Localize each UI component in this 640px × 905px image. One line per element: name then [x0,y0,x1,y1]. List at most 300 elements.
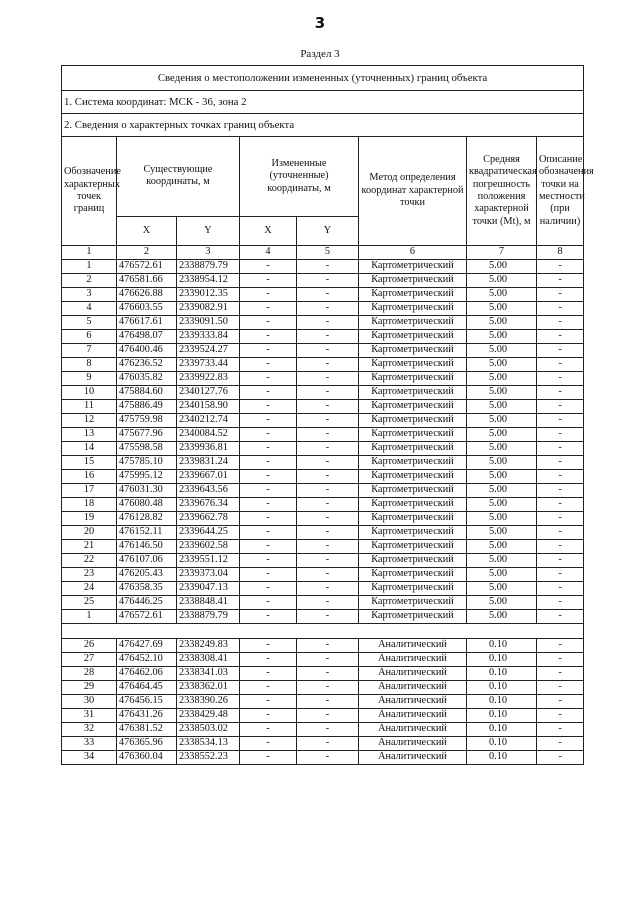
cell-existing-x: 476365.96 [117,737,177,751]
cell-point-id: 28 [62,667,117,681]
table-row [62,737,584,751]
cell-description: - [537,695,584,709]
cell-point-id: 29 [62,681,117,695]
cell-changed-x: - [240,344,297,358]
table-row [62,540,584,554]
cell-point-id: 22 [62,554,117,568]
cell-existing-x: 476205.43 [117,568,177,582]
cell-description: - [537,358,584,372]
cell-changed-y: - [297,639,359,653]
header-accuracy: Средняя квадратическая погрешность положения характерной точки (Mt), м [467,137,537,246]
cell-existing-x: 476572.61 [117,260,177,274]
boundary-points-table [61,65,594,765]
cell-accuracy: 5.00 [467,470,537,484]
cell-changed-x: - [240,316,297,330]
cell-changed-x: - [240,442,297,456]
cell-changed-x: - [240,498,297,512]
cell-existing-y: 2339667.01 [177,470,240,484]
cell-description: - [537,288,584,302]
cell-changed-y: - [297,484,359,498]
cell-point-id: 4 [62,302,117,316]
cell-existing-y: 2339602.58 [177,540,240,554]
cell-existing-x: 476603.55 [117,302,177,316]
cell-changed-y: - [297,596,359,610]
cell-description: - [537,526,584,540]
cell-changed-x: - [240,639,297,653]
cell-method: Картометрический [359,498,467,512]
cell-accuracy: 5.00 [467,526,537,540]
cell-changed-x: - [240,372,297,386]
cell-existing-y: 2339047.13 [177,582,240,596]
cell-existing-y: 2338429.48 [177,709,240,723]
cell-existing-x: 476035.82 [117,372,177,386]
cell-existing-y: 2338848.41 [177,596,240,610]
cell-changed-x: - [240,582,297,596]
cell-method: Картометрический [359,386,467,400]
table-row [62,596,584,610]
cell-changed-y: - [297,288,359,302]
cell-existing-y: 2339091.50 [177,316,240,330]
cell-accuracy: 0.10 [467,639,537,653]
cell-description: - [537,330,584,344]
table-row [62,372,584,386]
cell-existing-y: 2338534.13 [177,737,240,751]
cell-existing-y: 2339733.44 [177,358,240,372]
cell-description: - [537,484,584,498]
cell-accuracy: 5.00 [467,400,537,414]
cell-description: - [537,596,584,610]
cell-description: - [537,400,584,414]
cell-accuracy: 0.10 [467,751,537,765]
cell-accuracy: 5.00 [467,288,537,302]
cell-existing-y: 2339922.83 [177,372,240,386]
points-heading: 2. Сведения о характерных точках границ объекта [62,114,584,137]
cell-existing-x: 476446.25 [117,596,177,610]
table-row [62,400,584,414]
cell-accuracy: 5.00 [467,358,537,372]
cell-description: - [537,428,584,442]
cell-accuracy: 5.00 [467,484,537,498]
cell-changed-x: - [240,456,297,470]
cell-changed-x: - [240,751,297,765]
cell-description: - [537,372,584,386]
cell-changed-x: - [240,400,297,414]
cell-description: - [537,344,584,358]
cell-changed-y: - [297,260,359,274]
cell-existing-y: 2338879.79 [177,610,240,624]
cell-changed-x: - [240,554,297,568]
cell-existing-y: 2339373.04 [177,568,240,582]
cell-accuracy: 5.00 [467,498,537,512]
cell-point-id: 14 [62,442,117,456]
cell-changed-x: - [240,260,297,274]
cell-existing-x: 475785.10 [117,456,177,470]
cell-changed-y: - [297,737,359,751]
column-number: 8 [537,246,584,260]
cell-point-id: 19 [62,512,117,526]
cell-changed-y: - [297,400,359,414]
cell-method: Картометрический [359,470,467,484]
cell-changed-y: - [297,667,359,681]
cell-existing-x: 476236.52 [117,358,177,372]
cell-existing-x: 476358.35 [117,582,177,596]
cell-accuracy: 5.00 [467,512,537,526]
cell-changed-y: - [297,709,359,723]
cell-accuracy: 5.00 [467,610,537,624]
cell-existing-x: 476617.61 [117,316,177,330]
cell-accuracy: 5.00 [467,316,537,330]
cell-point-id: 30 [62,695,117,709]
cell-existing-y: 2339676.34 [177,498,240,512]
table-row [62,470,584,484]
cell-existing-x: 476572.61 [117,610,177,624]
cell-existing-y: 2339643.56 [177,484,240,498]
cell-point-id: 20 [62,526,117,540]
table-row [62,274,584,288]
separator-cell [62,624,584,639]
table-row [62,302,584,316]
cell-existing-x: 476031.30 [117,484,177,498]
cell-method: Картометрический [359,582,467,596]
table-row [62,386,584,400]
cell-changed-x: - [240,414,297,428]
cell-existing-y: 2339333.84 [177,330,240,344]
cell-point-id: 25 [62,596,117,610]
cell-changed-x: - [240,470,297,484]
table-title: Сведения о местоположении измененных (уточненных) границ объекта [62,66,584,91]
cell-point-id: 12 [62,414,117,428]
cell-existing-x: 476080.48 [117,498,177,512]
header-y-existing: Y [177,216,240,245]
cell-changed-y: - [297,386,359,400]
cell-method: Аналитический [359,695,467,709]
cell-changed-x: - [240,484,297,498]
section-label: Раздел 3 [300,48,340,60]
cell-existing-x: 476626.88 [117,288,177,302]
cell-description: - [537,470,584,484]
cell-point-id: 2 [62,274,117,288]
cell-existing-x: 475995.12 [117,470,177,484]
cell-existing-x: 476107.06 [117,554,177,568]
cell-accuracy: 5.00 [467,344,537,358]
column-number: 3 [177,246,240,260]
page-number: 3 [314,14,326,32]
cell-method: Картометрический [359,554,467,568]
table-row [62,260,584,274]
cell-accuracy: 0.10 [467,737,537,751]
cell-method: Картометрический [359,596,467,610]
cell-existing-y: 2338249.83 [177,639,240,653]
cell-point-id: 1 [62,260,117,274]
cell-existing-y: 2338390.26 [177,695,240,709]
cell-existing-x: 476462.06 [117,667,177,681]
column-number: 7 [467,246,537,260]
cell-point-id: 15 [62,456,117,470]
cell-existing-x: 475884.60 [117,386,177,400]
cell-accuracy: 0.10 [467,723,537,737]
cell-changed-y: - [297,456,359,470]
cell-accuracy: 0.10 [467,695,537,709]
table-row [62,610,584,624]
table-row [62,456,584,470]
cell-point-id: 10 [62,386,117,400]
cell-method: Картометрический [359,414,467,428]
table-row [62,568,584,582]
cell-point-id: 26 [62,639,117,653]
cell-method: Аналитический [359,751,467,765]
cell-point-id: 13 [62,428,117,442]
cell-changed-y: - [297,610,359,624]
cell-description: - [537,610,584,624]
cell-accuracy: 5.00 [467,596,537,610]
cell-existing-x: 475677.96 [117,428,177,442]
cell-accuracy: 5.00 [467,414,537,428]
cell-method: Картометрический [359,260,467,274]
cell-existing-x: 476400.46 [117,344,177,358]
cell-description: - [537,512,584,526]
cell-point-id: 34 [62,751,117,765]
cell-point-id: 21 [62,540,117,554]
header-x-changed: X [240,216,297,245]
cell-existing-x: 476128.82 [117,512,177,526]
cell-method: Картометрический [359,428,467,442]
cell-description: - [537,316,584,330]
cell-existing-y: 2339936.81 [177,442,240,456]
table-row [62,484,584,498]
cell-description: - [537,568,584,582]
table-row [62,344,584,358]
cell-accuracy: 5.00 [467,386,537,400]
cell-method: Картометрический [359,540,467,554]
cell-description: - [537,302,584,316]
cell-changed-x: - [240,386,297,400]
cell-point-id: 6 [62,330,117,344]
cell-changed-y: - [297,582,359,596]
cell-method: Картометрический [359,358,467,372]
cell-point-id: 33 [62,737,117,751]
cell-accuracy: 5.00 [467,442,537,456]
table-row [62,751,584,765]
cell-accuracy: 5.00 [467,540,537,554]
table-row [62,428,584,442]
table-row [62,316,584,330]
cell-existing-y: 2339012.35 [177,288,240,302]
cell-point-id: 3 [62,288,117,302]
cell-changed-x: - [240,526,297,540]
cell-existing-y: 2338341.03 [177,667,240,681]
cell-changed-y: - [297,470,359,484]
cell-existing-x: 476146.50 [117,540,177,554]
cell-method: Картометрический [359,302,467,316]
cell-changed-y: - [297,442,359,456]
cell-changed-x: - [240,695,297,709]
cell-existing-y: 2338879.79 [177,260,240,274]
cell-method: Аналитический [359,709,467,723]
table-row [62,512,584,526]
cell-method: Картометрический [359,344,467,358]
cell-accuracy: 0.10 [467,667,537,681]
cell-changed-y: - [297,302,359,316]
cell-changed-y: - [297,428,359,442]
cell-method: Картометрический [359,568,467,582]
header-y-changed: Y [297,216,359,245]
cell-changed-x: - [240,709,297,723]
cell-changed-x: - [240,723,297,737]
cell-existing-x: 476456.15 [117,695,177,709]
cell-changed-x: - [240,330,297,344]
cell-method: Аналитический [359,723,467,737]
cell-changed-y: - [297,274,359,288]
cell-existing-y: 2340158.90 [177,400,240,414]
cell-accuracy: 5.00 [467,372,537,386]
cell-existing-x: 476427.69 [117,639,177,653]
cell-description: - [537,639,584,653]
cell-method: Аналитический [359,653,467,667]
cell-existing-y: 2339524.27 [177,344,240,358]
cell-changed-x: - [240,568,297,582]
cell-description: - [537,709,584,723]
cell-existing-x: 475598.58 [117,442,177,456]
cell-existing-x: 476152.11 [117,526,177,540]
table-body [62,66,594,765]
cell-accuracy: 5.00 [467,456,537,470]
cell-method: Картометрический [359,372,467,386]
table-row [62,667,584,681]
column-number: 1 [62,246,117,260]
cell-changed-x: - [240,302,297,316]
cell-changed-y: - [297,358,359,372]
cell-existing-y: 2338552.23 [177,751,240,765]
cell-method: Картометрический [359,512,467,526]
cell-changed-y: - [297,681,359,695]
table-row [62,414,584,428]
cell-existing-y: 2340127.76 [177,386,240,400]
cell-accuracy: 5.00 [467,568,537,582]
cell-point-id: 32 [62,723,117,737]
cell-method: Картометрический [359,400,467,414]
cell-changed-x: - [240,274,297,288]
cell-method: Картометрический [359,330,467,344]
cell-description: - [537,653,584,667]
cell-changed-x: - [240,288,297,302]
cell-description: - [537,582,584,596]
cell-existing-x: 475886.49 [117,400,177,414]
table-row [62,681,584,695]
table-row [62,695,584,709]
cell-description: - [537,751,584,765]
cell-description: - [537,274,584,288]
table-row [62,554,584,568]
cell-changed-y: - [297,372,359,386]
coord-system-row [62,91,584,114]
cell-point-id: 23 [62,568,117,582]
table-row [62,358,584,372]
cell-point-id: 8 [62,358,117,372]
cell-existing-x: 476360.04 [117,751,177,765]
table-row [62,723,584,737]
cell-method: Картометрический [359,274,467,288]
cell-point-id: 27 [62,653,117,667]
cell-description: - [537,667,584,681]
cell-description: - [537,554,584,568]
cell-changed-y: - [297,414,359,428]
cell-existing-x: 476381.52 [117,723,177,737]
cell-changed-y: - [297,526,359,540]
cell-existing-x: 476498.07 [117,330,177,344]
cell-accuracy: 0.10 [467,653,537,667]
cell-changed-x: - [240,540,297,554]
table-row [62,498,584,512]
cell-existing-y: 2338308.41 [177,653,240,667]
cell-description: - [537,737,584,751]
separator-row [62,624,584,639]
cell-method: Аналитический [359,639,467,653]
cell-changed-y: - [297,554,359,568]
cell-description: - [537,386,584,400]
cell-existing-x: 476452.10 [117,653,177,667]
table-row [62,288,584,302]
coord-system: 1. Система координат: МСК - 36, зона 2 [62,91,584,114]
column-number-row [62,246,584,260]
table-row [62,442,584,456]
column-number: 4 [240,246,297,260]
cell-point-id: 16 [62,470,117,484]
cell-method: Картометрический [359,288,467,302]
cell-method: Аналитический [359,667,467,681]
cell-description: - [537,456,584,470]
cell-existing-y: 2339551.12 [177,554,240,568]
cell-changed-y: - [297,568,359,582]
cell-description: - [537,414,584,428]
cell-changed-x: - [240,596,297,610]
cell-accuracy: 5.00 [467,428,537,442]
column-number: 6 [359,246,467,260]
cell-method: Картометрический [359,610,467,624]
cell-method: Аналитический [359,681,467,695]
cell-description: - [537,681,584,695]
cell-existing-y: 2340084.52 [177,428,240,442]
cell-existing-y: 2339662.78 [177,512,240,526]
cell-accuracy: 5.00 [467,260,537,274]
table-row [62,582,584,596]
cell-changed-y: - [297,498,359,512]
cell-existing-y: 2338362.01 [177,681,240,695]
cell-method: Картометрический [359,456,467,470]
header-row [62,137,584,217]
header-changed: Измененные (уточненные) координаты, м [240,137,359,217]
cell-changed-x: - [240,653,297,667]
cell-point-id: 17 [62,484,117,498]
cell-existing-y: 2338503.02 [177,723,240,737]
cell-method: Картометрический [359,316,467,330]
cell-changed-y: - [297,695,359,709]
points-heading-row [62,114,584,137]
cell-method: Картометрический [359,442,467,456]
cell-changed-y: - [297,316,359,330]
column-number: 5 [297,246,359,260]
cell-accuracy: 0.10 [467,709,537,723]
cell-changed-x: - [240,358,297,372]
cell-existing-x: 475759.98 [117,414,177,428]
cell-changed-y: - [297,723,359,737]
cell-point-id: 7 [62,344,117,358]
cell-existing-x: 476581.66 [117,274,177,288]
cell-point-id: 1 [62,610,117,624]
cell-accuracy: 5.00 [467,582,537,596]
cell-changed-x: - [240,512,297,526]
cell-existing-x: 476464.45 [117,681,177,695]
cell-existing-y: 2338954.12 [177,274,240,288]
